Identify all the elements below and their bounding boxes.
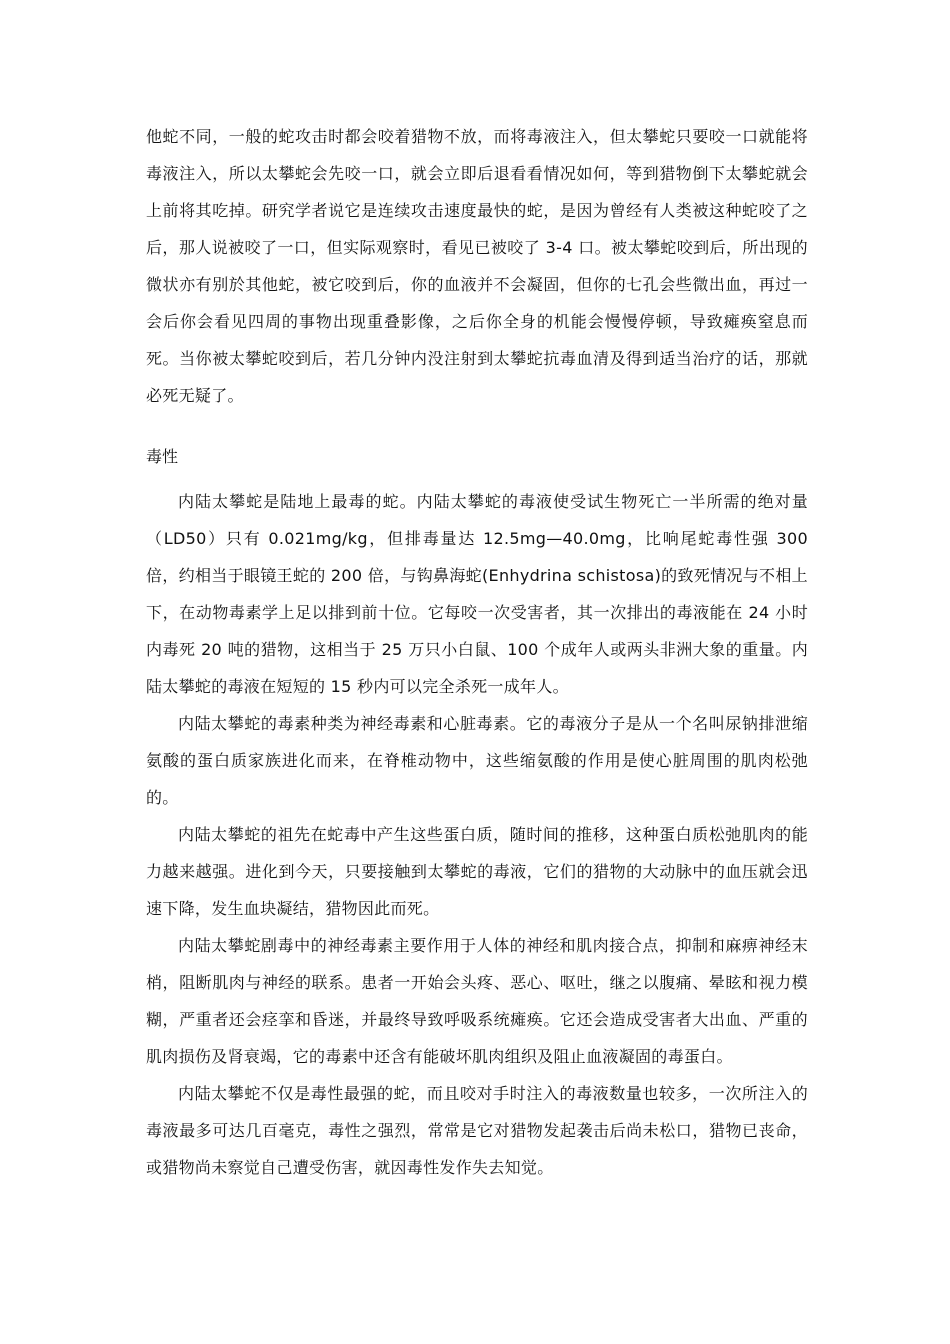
intro-paragraph: 他蛇不同，一般的蛇攻击时都会咬着猎物不放，而将毒液注入，但太攀蛇只要咬一口就能将毒液注入，所以太攀蛇会先咬一口，就会立即后退看看情况如何，等到猎物倒下太攀蛇就会上前将其吃掉。研究学者说它是连续攻击速度最快的蛇，是因为曾经有人类被这种蛇咬了之后，那人说被咬了一口，但实际观察时，看见已被咬了 3-4 口。被太攀蛇咬到后，所出现的微状亦有别於其他蛇，被它咬到后，你的血液并不会凝固，但你的七孔会些微出血，再过一会后你会看见四周的事物出现重叠影像，之后你全身的机能会慢慢停顿，导致瘫痪窒息而死。当你被太攀蛇咬到后，若几分钟内没注射到太攀蛇抗毒血清及得到适当治疗的话，那就必死无疑了。 [146, 127, 808, 405]
document-page [146, 118, 808, 1186]
body-paragraph-1: 内陆太攀蛇是陆地上最毒的蛇。内陆太攀蛇的毒液使受试生物死亡一半所需的绝对量（LD50）只有 0.021mg/kg，但排毒量达 12.5mg—40.0mg，比响尾蛇毒性强 300 倍，约相当于眼镜王蛇的 200 倍，与钩鼻海蛇(Enhydrina schistosa)的致死情况与不相上下，在动物毒素学上足以排到前十位。它每咬一次受害者，其一次排出的毒液能在 24 小时内毒死 20 吨的猎物，这相当于 25 万只小白鼠、100 个成年人或两头非洲大象的重量。内陆太攀蛇的毒液在短短的 15 秒内可以完全杀死一成年人。 [146, 492, 808, 696]
body-paragraph-2: 内陆太攀蛇的毒素种类为神经毒素和心脏毒素。它的毒液分子是从一个名叫尿钠排泄缩氨酸的蛋白质家族进化而来，在脊椎动物中，这些缩氨酸的作用是使心脏周围的肌肉松弛的。 [146, 714, 808, 807]
body-paragraph-5: 内陆太攀蛇不仅是毒性最强的蛇，而且咬对手时注入的毒液数量也较多，一次所注入的毒液最多可达几百毫克，毒性之强烈，常常是它对猎物发起袭击后尚未松口，猎物已丧命，或猎物尚未察觉自己遭受伤害，就因毒性发作失去知觉。 [146, 1084, 808, 1177]
body-paragraph-3: 内陆太攀蛇的祖先在蛇毒中产生这些蛋白质，随时间的推移，这种蛋白质松弛肌肉的能力越来越强。进化到今天，只要接触到太攀蛇的毒液，它们的猎物的大动脉中的血压就会迅速下降，发生血块凝结，猎物因此而死。 [146, 825, 808, 918]
section-heading: 毒性 [146, 447, 179, 466]
body-paragraph-4: 内陆太攀蛇剧毒中的神经毒素主要作用于人体的神经和肌肉接合点，抑制和麻痹神经末梢，阻断肌肉与神经的联系。患者一开始会头疼、恶心、呕吐，继之以腹痛、晕眩和视力模糊，严重者还会痉挛和昏迷，并最终导致呼吸系统瘫痪。它还会造成受害者大出血、严重的肌肉损伤及肾衰竭，它的毒素中还含有能破坏肌肉组织及阻止血液凝固的毒蛋白。 [146, 936, 808, 1066]
